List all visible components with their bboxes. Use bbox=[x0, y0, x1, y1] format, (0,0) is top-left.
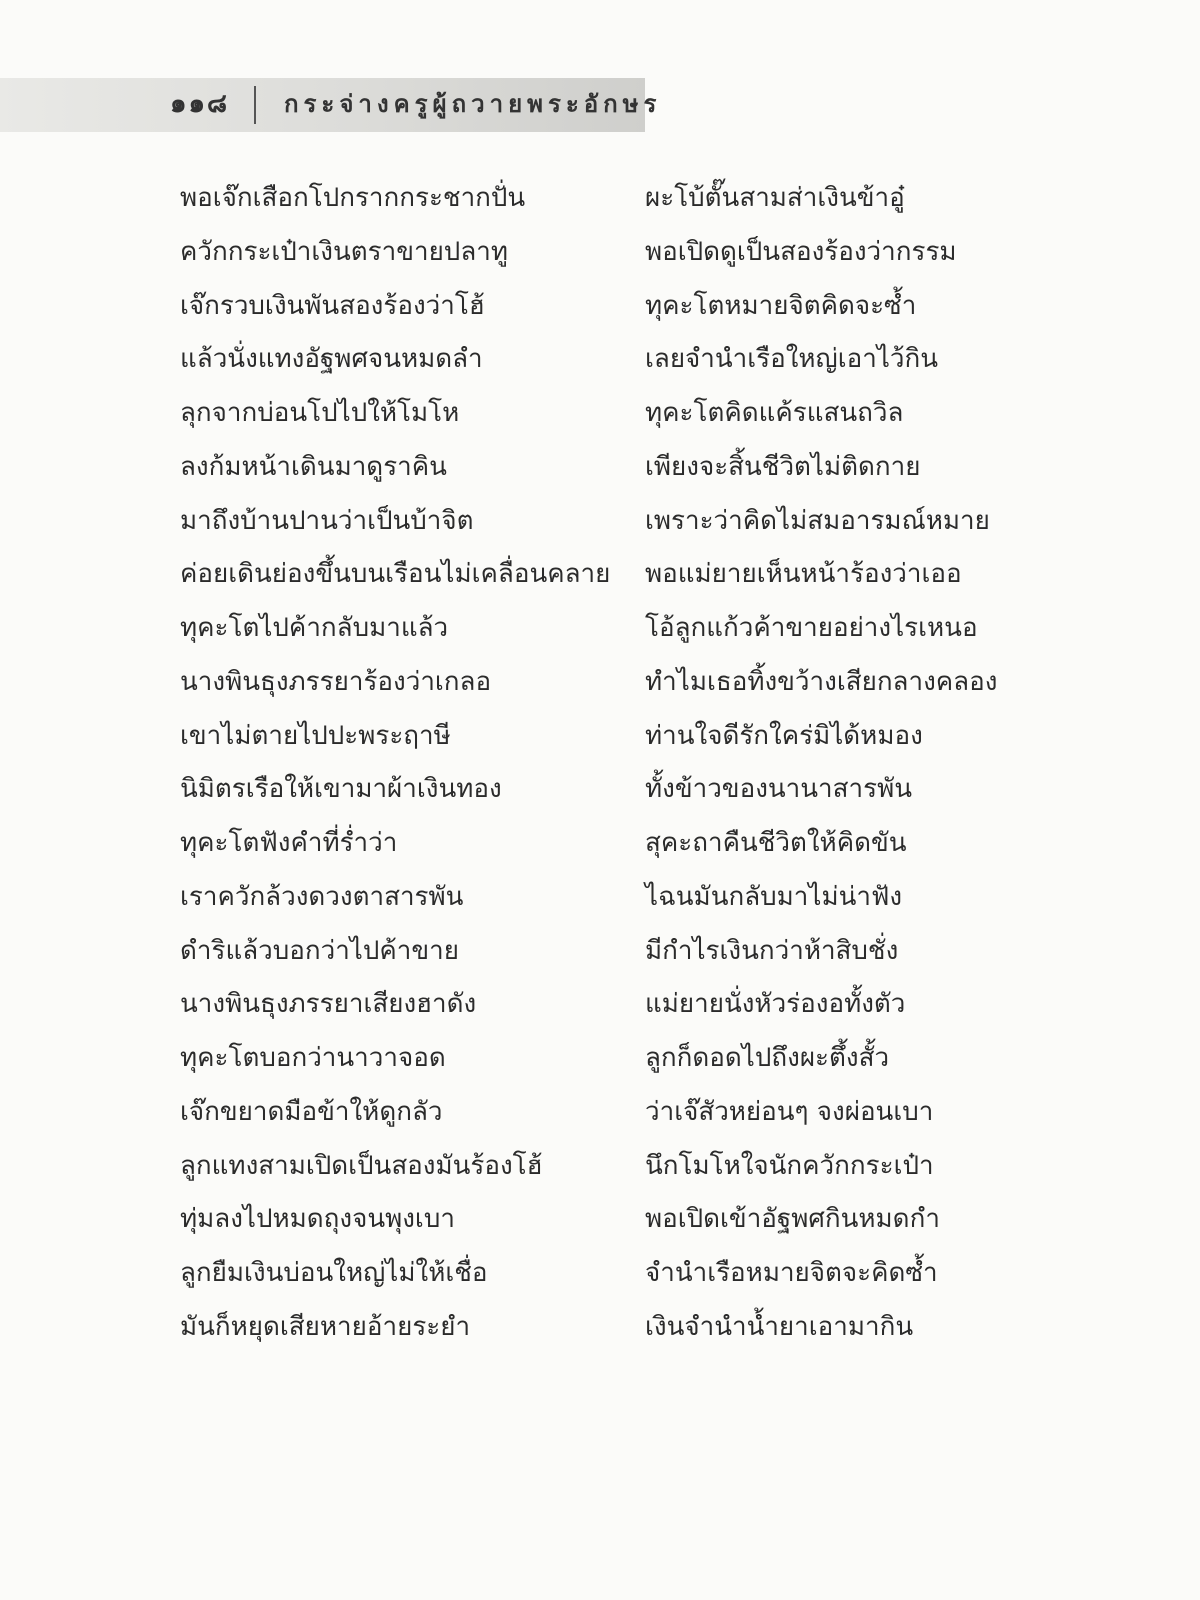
verse-second-hemistich: เงินจำนำน้ำยาเอามากิน bbox=[645, 1311, 914, 1342]
verse-row bbox=[180, 769, 1060, 823]
verse-row bbox=[180, 716, 1060, 770]
poem-body bbox=[180, 178, 1060, 1361]
verse-first-hemistich: เจ๊กขยาดมือข้าให้ดูกลัว bbox=[180, 1096, 443, 1127]
verse-row bbox=[180, 662, 1060, 716]
page-number: ๑๑๘ bbox=[170, 89, 230, 119]
verse-first-hemistich: เราควักล้วงดวงตาสารพัน bbox=[180, 881, 464, 912]
verse-second-hemistich: เพราะว่าคิดไม่สมอารมณ์หมาย bbox=[645, 505, 990, 536]
verse-first-hemistich: ลุกจากบ่อนโปไปให้โมโห bbox=[180, 398, 460, 428]
verse-first-hemistich: ลงก้มหน้าเดินมาดูราคิน bbox=[180, 451, 447, 482]
verse-second-hemistich: พอเปิดดูเป็นสองร้องว่ากรรม bbox=[645, 236, 957, 267]
verse-first-hemistich: ลูกแทงสามเปิดเป็นสองมันร้องโฮ้ bbox=[180, 1150, 543, 1181]
verse-row bbox=[180, 1307, 1060, 1361]
verse-row bbox=[180, 178, 1060, 232]
verse-first-hemistich: นางพินธุงภรรยาร้องว่าเกลอ bbox=[180, 666, 492, 697]
verse-second-hemistich: ลูกก็ดอดไปถึงผะตึ้งสั้ว bbox=[645, 1043, 890, 1073]
verse-row bbox=[180, 232, 1060, 286]
verse-second-hemistich: พอเปิดเข้าอัฐพศกินหมดกำ bbox=[645, 1204, 940, 1235]
verse-first-hemistich: นิมิตรเรือให้เขามาผ้าเงินทอง bbox=[180, 774, 502, 805]
verse-row bbox=[180, 1092, 1060, 1146]
book-title: กระจ่างครูผู้ถวายพระอักษร bbox=[284, 90, 662, 118]
verse-row bbox=[180, 554, 1060, 608]
verse-row bbox=[180, 1199, 1060, 1253]
verse-second-hemistich: สุคะถาคืนชีวิตให้คิดขัน bbox=[645, 828, 907, 858]
verse-row bbox=[180, 931, 1060, 985]
verse-row bbox=[180, 393, 1060, 447]
verse-first-hemistich: นางพินธุงภรรยาเสียงฮาดัง bbox=[180, 989, 477, 1020]
verse-first-hemistich: ทุคะโตฟังคำที่ร่ำว่า bbox=[180, 828, 398, 858]
verse-second-hemistich: เลยจำนำเรือใหญ่เอาไว้กิน bbox=[645, 344, 939, 375]
verse-row bbox=[180, 1253, 1060, 1307]
verse-first-hemistich: ดำริแล้วบอกว่าไปค้าขาย bbox=[180, 935, 459, 966]
verse-first-hemistich: เจ๊กรวบเงินพันสองร้องว่าโฮ้ bbox=[180, 290, 485, 321]
verse-second-hemistich: จำนำเรือหมายจิตจะคิดซ้ำ bbox=[645, 1258, 938, 1288]
verse-first-hemistich: ทุคะโตบอกว่านาวาจอด bbox=[180, 1043, 446, 1073]
verse-first-hemistich: แล้วนั่งแทงอัฐพศจนหมดลำ bbox=[180, 344, 483, 375]
verse-row bbox=[180, 877, 1060, 931]
verse-first-hemistich: ควักกระเป๋าเงินตราขายปลาทู bbox=[180, 236, 508, 267]
verse-row bbox=[180, 984, 1060, 1038]
verse-second-hemistich: ท่านใจดีรักใคร่มิได้หมอง bbox=[645, 720, 923, 751]
verse-first-hemistich: มาถึงบ้านปานว่าเป็นบ้าจิต bbox=[180, 505, 474, 536]
header-divider bbox=[254, 86, 256, 124]
verse-second-hemistich: ผะโบ้ตั๊นสามส่าเงินข้าอู๋ bbox=[645, 183, 905, 213]
verse-second-hemistich: เพียงจะสิ้นชีวิตไม่ติดกาย bbox=[645, 451, 921, 482]
verse-first-hemistich: ลูกยืมเงินบ่อนใหญ่ไม่ให้เชื่อ bbox=[180, 1258, 488, 1288]
verse-row bbox=[180, 339, 1060, 393]
verse-second-hemistich: ว่าเจ๊สัวหย่อนๆ จงผ่อนเบา bbox=[645, 1096, 934, 1127]
verse-second-hemistich: ทุคะโตคิดแค้รแสนถวิล bbox=[645, 398, 904, 428]
verse-second-hemistich: ทำไมเธอทิ้งขว้างเสียกลางคลอง bbox=[645, 666, 998, 697]
verse-first-hemistich: มันก็หยุดเสียหายอ้ายระยำ bbox=[180, 1311, 471, 1342]
verse-first-hemistich: ค่อยเดินย่องขึ้นบนเรือนไม่เคลื่อนคลาย bbox=[180, 559, 611, 590]
verse-second-hemistich: ทุคะโตหมายจิตคิดจะซ้ำ bbox=[645, 290, 917, 321]
verse-row bbox=[180, 823, 1060, 877]
verse-row bbox=[180, 608, 1060, 662]
verse-second-hemistich: ไฉนมันกลับมาไม่น่าฟัง bbox=[645, 881, 903, 912]
verse-row bbox=[180, 286, 1060, 340]
verse-first-hemistich: ทุ่มลงไปหมดถุงจนพุงเบา bbox=[180, 1204, 455, 1235]
verse-row bbox=[180, 1146, 1060, 1200]
verse-row bbox=[180, 447, 1060, 501]
verse-second-hemistich: นึกโมโหใจนักควักกระเป๋า bbox=[645, 1150, 934, 1181]
verse-second-hemistich: แม่ยายนั่งหัวร่องอทั้งตัว bbox=[645, 989, 906, 1020]
verse-second-hemistich: มีกำไรเงินกว่าห้าสิบชั่ง bbox=[645, 935, 899, 966]
verse-first-hemistich: ทุคะโตไปค้ากลับมาแล้ว bbox=[180, 613, 449, 643]
verse-row bbox=[180, 1038, 1060, 1092]
verse-second-hemistich: พอแม่ยายเห็นหน้าร้องว่าเออ bbox=[645, 559, 962, 590]
verse-first-hemistich: พอเจ๊กเสือกโปกรากกระชากปั่น bbox=[180, 183, 526, 213]
verse-second-hemistich: ทั้งข้าวของนานาสารพัน bbox=[645, 774, 912, 805]
verse-second-hemistich: โอ้ลูกแก้วค้าขายอย่างไรเหนอ bbox=[645, 613, 978, 643]
verse-row bbox=[180, 501, 1060, 555]
verse-first-hemistich: เขาไม่ตายไปปะพระฤาษี bbox=[180, 720, 451, 751]
